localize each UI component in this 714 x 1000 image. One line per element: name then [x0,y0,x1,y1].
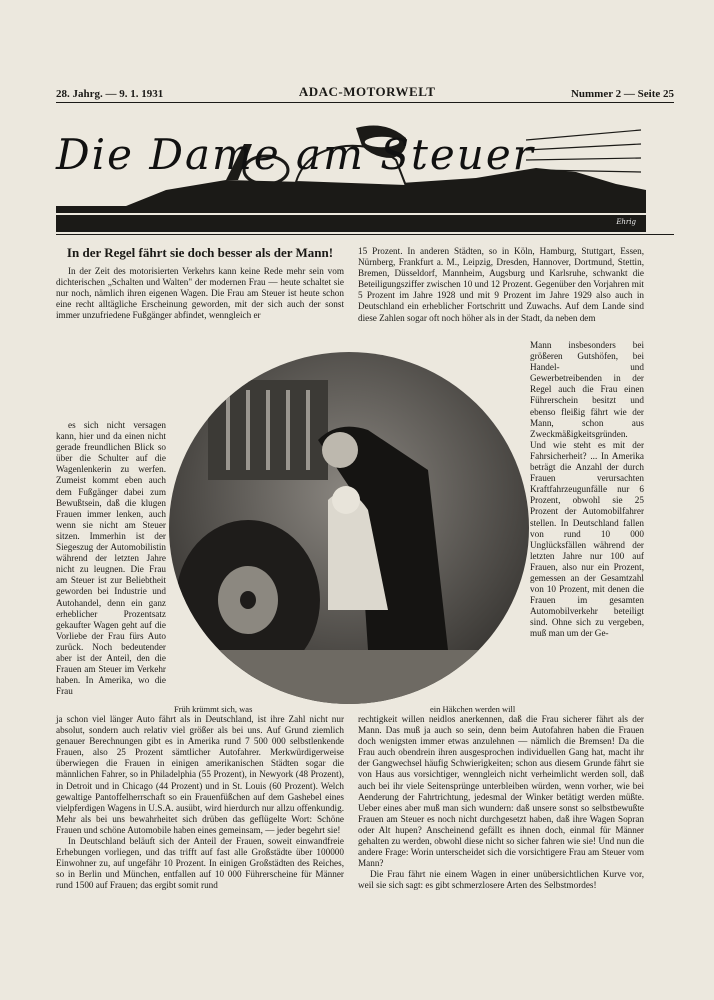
header-rule [56,102,674,103]
header-page-number: Nummer 2 — Seite 25 [570,88,674,100]
header-issue-date: 28. Jahrg. — 9. 1. 1931 [56,88,164,100]
banner-rule [56,234,674,235]
article-column-left-bottom [56,714,344,892]
photo-image [168,350,530,706]
article-column-right-bottom [358,714,644,892]
article-column-right [358,246,644,324]
article-paragraph: In der Zeit des motorisierten Verkehrs kann keine Rede mehr sein vom dichterischen „Schalten und Walten" der modernen Frau — heute schaltet sie nur noch, nämlich ihren eigenen Wagen. Die Frau am Steuer ist heute schon eine recht alltägliche Erscheinung geworden, mit der sich auch der sonst immer unzufriedene Fußgänger abfindet, wenngleich er [56,266,344,321]
page-header [56,84,674,100]
article-headline: In der Regel fährt sie doch besser als der Mann! [66,245,334,260]
article-paragraph: rechtigkeit willen neidlos anerkennen, daß die Frau sicherer fährt als der Mann. Das muß ja auch so sein, denn beim Autofahren haben die Frauen doch wenigsten immer etwas anzulehnen — nämlich die Bremsen! Da die Frau auch obendrein ihren ausgesprochen individuellen Gang hat, macht ihr der Gangwechsel häufig Schwierigkeiten; schon aus diesem Grunde fährt sie von Haus aus vorsichtiger, wenngleich nicht verheimlicht werden soll, daß auch bei ihr viele Seitensprünge unterbleiben würden, wenn vorher, wie bei Aenderung der Fahrtrichtung, jedesmal der Winker betätigt werden müßte. Ueber eines aber muß man sich wundern: daß unsere sonst so selbstbewußte Frauen am Steuer es noch nicht durchgesetzt haben, daß ihre Wagen Sopran oder Alt hupen? Anscheinend gefällt es ihnen doch, einmal für Männer gehalten zu werden, obwohl diese nicht so sicher fahren wie sie! Und nun die andere Frage: Worin unterscheidet sich die vorsichtigere Frau am Steuer vom Mann? [358,714,644,869]
photo-caption-right: ein Häkchen werden will [430,704,516,714]
article-column-left-wrap [56,420,166,697]
banner-title: Die Dame am Steuer [56,130,535,179]
circular-photo [168,350,530,706]
article-paragraph: es sich nicht versagen kann, hier und da einen nicht gerade freundlichen Blick so über die Schulter auf die Wagenlenkerin zu werfen. Zumeist kommt eben auch dem Fußgänger dabei zum Bewußtsein, daß die klugen Frauen immer lenken, auch wenn sie nicht am Steuer sitzen. Immerhin ist der Siegeszug der Automobilistin während der letzten Jahre nicht zu leugnen. Die Frau am Steuer ist zur Beliebtheit geworden bei Industrie und Autohandel, denn ein ganz erheblicher Prozentsatz gekaufter Wagen geht auf die Vorliebe der Frau fürs Auto zurück. Noch bedeutender aber ist der Anteil, den die Frauen am Steuer im Verkehr haben. In Amerika, wo die Frau [56,420,166,697]
article-column-right-wrap [530,340,644,640]
photo-caption-left: Früh krümmt sich, was [174,704,253,714]
header-magazine-title: ADAC-MOTORWELT [298,84,436,99]
article-paragraph: ja schon viel länger Auto fährt als in Deutschland, ist ihre Zahl nicht nur absolut, sondern auch relativ viel größer als bei uns. Auf Grund ziemlich genauer Berechnungen gibt es in Amerika rund 7 500 000 selbstlenkende Frauen, also 25 Prozent sämtlicher Autofahrer. Merkwürdigerweise überwiegen die Frauen in einigen amerikanischen Städten sogar die männlichen Fahrer, so in Philadelphia (55 Prozent), in Newyork (48 Prozent), in Detroit und in Chicago (44 Prozent) und in St. Louis (60 Prozent). Welch gewaltige Pantoffelherrschaft so ein Frauenfüßchen auf dem Gashebel eines vielpferdigen Wagens in U.S.A. ausübt, wird hierdurch nur allzu offenkundig. Mehr als bei uns bewahrheitet sich drüben das geflügelte Wort: Schöne Frauen und schöne Automobile haben eines gemeinsam, — jeder begehrt sie! [56,714,344,835]
banner-illustration [56,110,646,232]
article-paragraph: Die Frau fährt nie einem Wagen in einer unübersichtlichen Kurve vor, weil sie sich sagt: es gibt schmerzlosere Arten des Selbstmordes! [358,869,644,891]
article-paragraph: Mann insbesonders bei größeren Gutshöfen, bei Handel- und Gewerbetreibenden in der Regel auch die Frau einen Führerschein besitzt und ebenso fleißig fährt wie der Mann, schon aus Zweckmäßigkeitsgründen. Und wie steht es mit der Fahrsicherheit? ... In Amerika beträgt die Anzahl der durch Frauen verursachten Kraftfahrzeugunfälle nur 6 Prozent, obwohl sie 25 Prozent der Automobilfahrer stellen. In Deutschland fallen von rund 10 000 Unglücksfällen während der letzten Jahre nur 100 auf Frauen, also nur ein Prozent, gemessen an der Gesamtzahl von 10 Prozent, mit denen die Frauen im gesamten Automobilverkehr beteiligt sind. Ohne sich zu vergeben, muß man um der Ge- [530,340,644,639]
article-paragraph: 15 Prozent. In anderen Städten, so in Köln, Hamburg, Stuttgart, Essen, Nürnberg, Frankfurt a. M., Leipzig, Dresden, Hannover, Dortmund, Stettin, Bremen, Düsseldorf, Mannheim, Augsburg und Karlsruhe, schwankt die Beteiligungsziffer zwischen 10 und 12 Prozent. Gegenüber den Vorjahren mit 5 Prozent im Jahre 1928 und mit 9 Prozent im Jahre 1929 also auch in Deutschland ein erheblicher Fortschritt und Zuwachs. Auf dem Lande sind diese Zahlen sogar oft noch höher als in der Stadt, da neben dem [358,246,644,323]
article-paragraph: In Deutschland beläuft sich der Anteil der Frauen, soweit einwandfreie Erhebungen vorliegen, und das trifft auf fast alle Großstädte über 100000 Einwohner zu, auf ungefähr 10 Prozent. In einigen Großstädten des Reiches, so in Berlin und München, entfallen auf 10 000 Führerscheine für Männer rund 1500 auf Frauen; das ergibt somit rund [56,836,344,891]
artist-signature: Ehrig [616,218,636,226]
article-column-left [56,246,344,321]
